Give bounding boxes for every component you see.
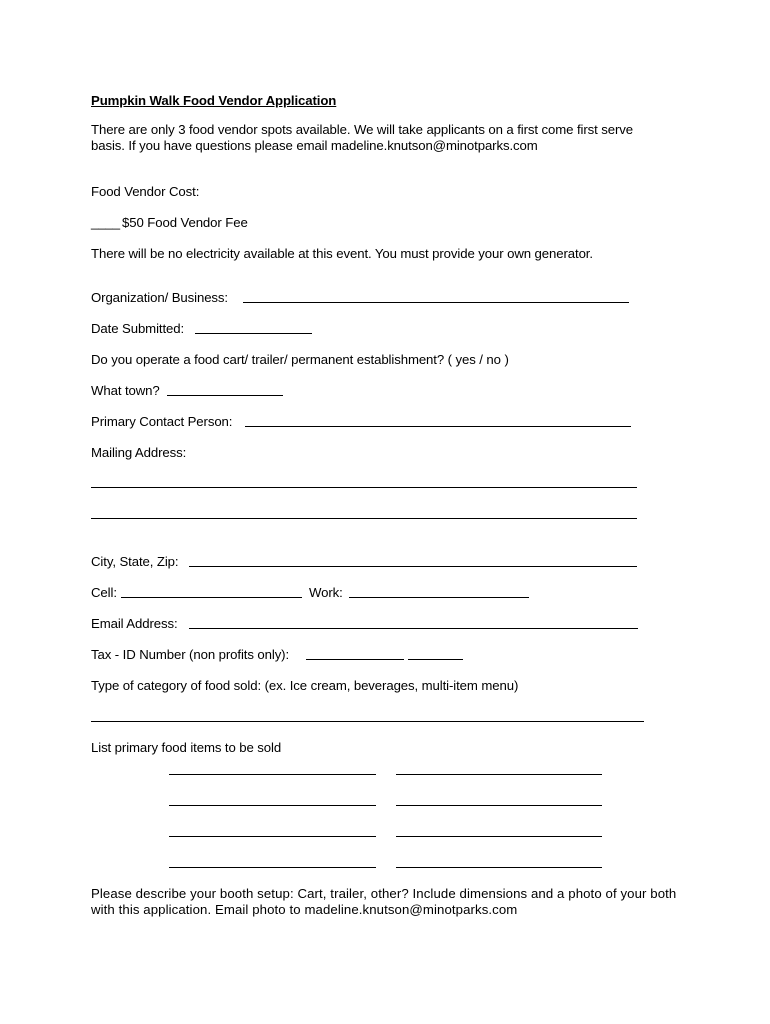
date-submitted-field[interactable] (195, 333, 312, 334)
email-label: Email Address: (91, 616, 178, 631)
food-category-label: Type of category of food sold: (ex. Ice cream, beverages, multi-item menu) (91, 678, 519, 693)
organization-field[interactable] (243, 302, 629, 303)
tax-id-field-2[interactable] (408, 659, 463, 660)
electricity-note: There will be no electricity available at this event. You must provide your own generator. (91, 246, 593, 261)
organization-label: Organization/ Business: (91, 290, 228, 305)
cell-label: Cell: (91, 585, 117, 600)
what-town-field[interactable] (167, 395, 283, 396)
email-field[interactable] (189, 628, 638, 629)
food-item-line[interactable] (396, 805, 602, 806)
city-state-zip-label: City, State, Zip: (91, 554, 179, 569)
food-items-label: List primary food items to be sold (91, 740, 282, 755)
city-state-zip-field[interactable] (189, 566, 637, 567)
mailing-address-label: Mailing Address: (91, 445, 187, 460)
work-label: Work: (309, 585, 343, 600)
primary-contact-label: Primary Contact Person: (91, 414, 233, 429)
operate-question: Do you operate a food cart/ trailer/ permanent establishment? ( yes / no ) (91, 352, 509, 367)
intro-text: There are only 3 food vendor spots available. We will take applicants on a first come first serve basis. If you have questions please email madeline.knutson@minotparks.com (91, 122, 633, 153)
mailing-address-line-2[interactable] (91, 518, 637, 519)
food-category-field[interactable] (91, 721, 644, 722)
tax-id-label: Tax - ID Number (non profits only): (91, 647, 290, 662)
what-town-label: What town? (91, 383, 160, 398)
form-title: Pumpkin Walk Food Vendor Application (91, 93, 337, 108)
tax-id-field-1[interactable] (306, 659, 404, 660)
cell-field[interactable] (121, 597, 302, 598)
cost-heading: Food Vendor Cost: (91, 184, 200, 199)
fee-label: $50 Food Vendor Fee (122, 215, 248, 230)
primary-contact-field[interactable] (245, 426, 631, 427)
food-item-line[interactable] (169, 836, 376, 837)
booth-setup-instructions: Please describe your booth setup: Cart, trailer, other? Include dimensions and a photo of your both with this application. Email photo to madeline.knutson@minotparks.com (91, 886, 677, 917)
food-item-line[interactable] (169, 805, 376, 806)
date-submitted-label: Date Submitted: (91, 321, 185, 336)
mailing-address-line-1[interactable] (91, 487, 637, 488)
food-item-line[interactable] (169, 774, 376, 775)
food-item-line[interactable] (396, 836, 602, 837)
food-item-line[interactable] (169, 867, 376, 868)
food-item-line[interactable] (396, 774, 602, 775)
work-field[interactable] (349, 597, 529, 598)
food-item-line[interactable] (396, 867, 602, 868)
fee-checkbox-blank[interactable]: ____ (91, 215, 120, 230)
